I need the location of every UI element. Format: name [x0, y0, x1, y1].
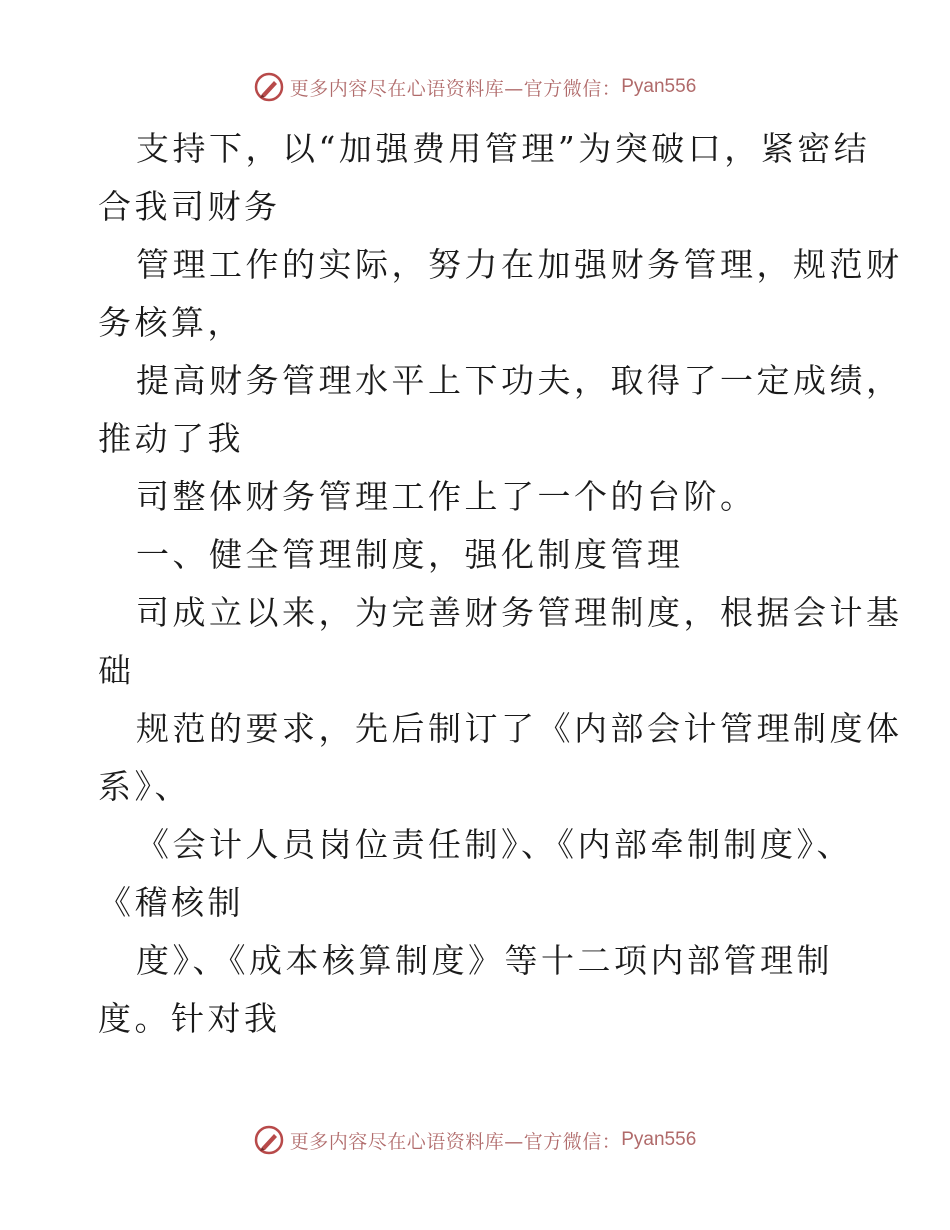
- text-line: 司成立以来，为完善财务管理制度，根据会计基: [136, 593, 903, 632]
- text-line: 一、健全管理制度，强化制度管理: [136, 535, 684, 574]
- pen-logo-icon: [254, 1125, 284, 1155]
- text-line: 规范的要求，先后制订了《内部会计管理制度体: [136, 709, 903, 748]
- watermark-text: 更多内容尽在心语资料库—官方微信：: [289, 77, 622, 100]
- footer-watermark: [0, 1125, 950, 1155]
- text-line: 管理工作的实际，努力在加强财务管理，规范财: [136, 245, 903, 284]
- text-line: 础: [98, 651, 135, 690]
- text-line: 度》、《成本核算制度》等十二项内部管理制: [136, 941, 833, 980]
- watermark-text: 更多内容尽在心语资料库—官方微信：: [289, 1130, 622, 1153]
- text-line: 务核算，: [98, 303, 244, 342]
- watermark-wechat-id: Pyan556: [621, 1129, 697, 1150]
- text-line: 推动了我: [98, 419, 244, 458]
- pen-logo-icon: [254, 72, 284, 102]
- header-watermark: [0, 72, 950, 102]
- watermark-wechat-id: Pyan556: [621, 76, 697, 97]
- text-line: 提高财务管理水平上下功夫，取得了一定成绩，: [136, 361, 903, 400]
- text-line: 司整体财务管理工作上了一个的台阶。: [136, 477, 757, 516]
- text-line: 支持下，以“加强费用管理”为突破口，紧密结: [136, 129, 871, 168]
- document-body: [98, 120, 903, 1048]
- text-line: 《稽核制: [98, 883, 244, 922]
- text-line: 合我司财务: [98, 187, 281, 226]
- text-line: 系》、: [98, 767, 191, 806]
- text-line: 度。针对我: [98, 999, 281, 1038]
- text-line: 《会计人员岗位责任制》、《内部牵制制度》、: [136, 825, 853, 864]
